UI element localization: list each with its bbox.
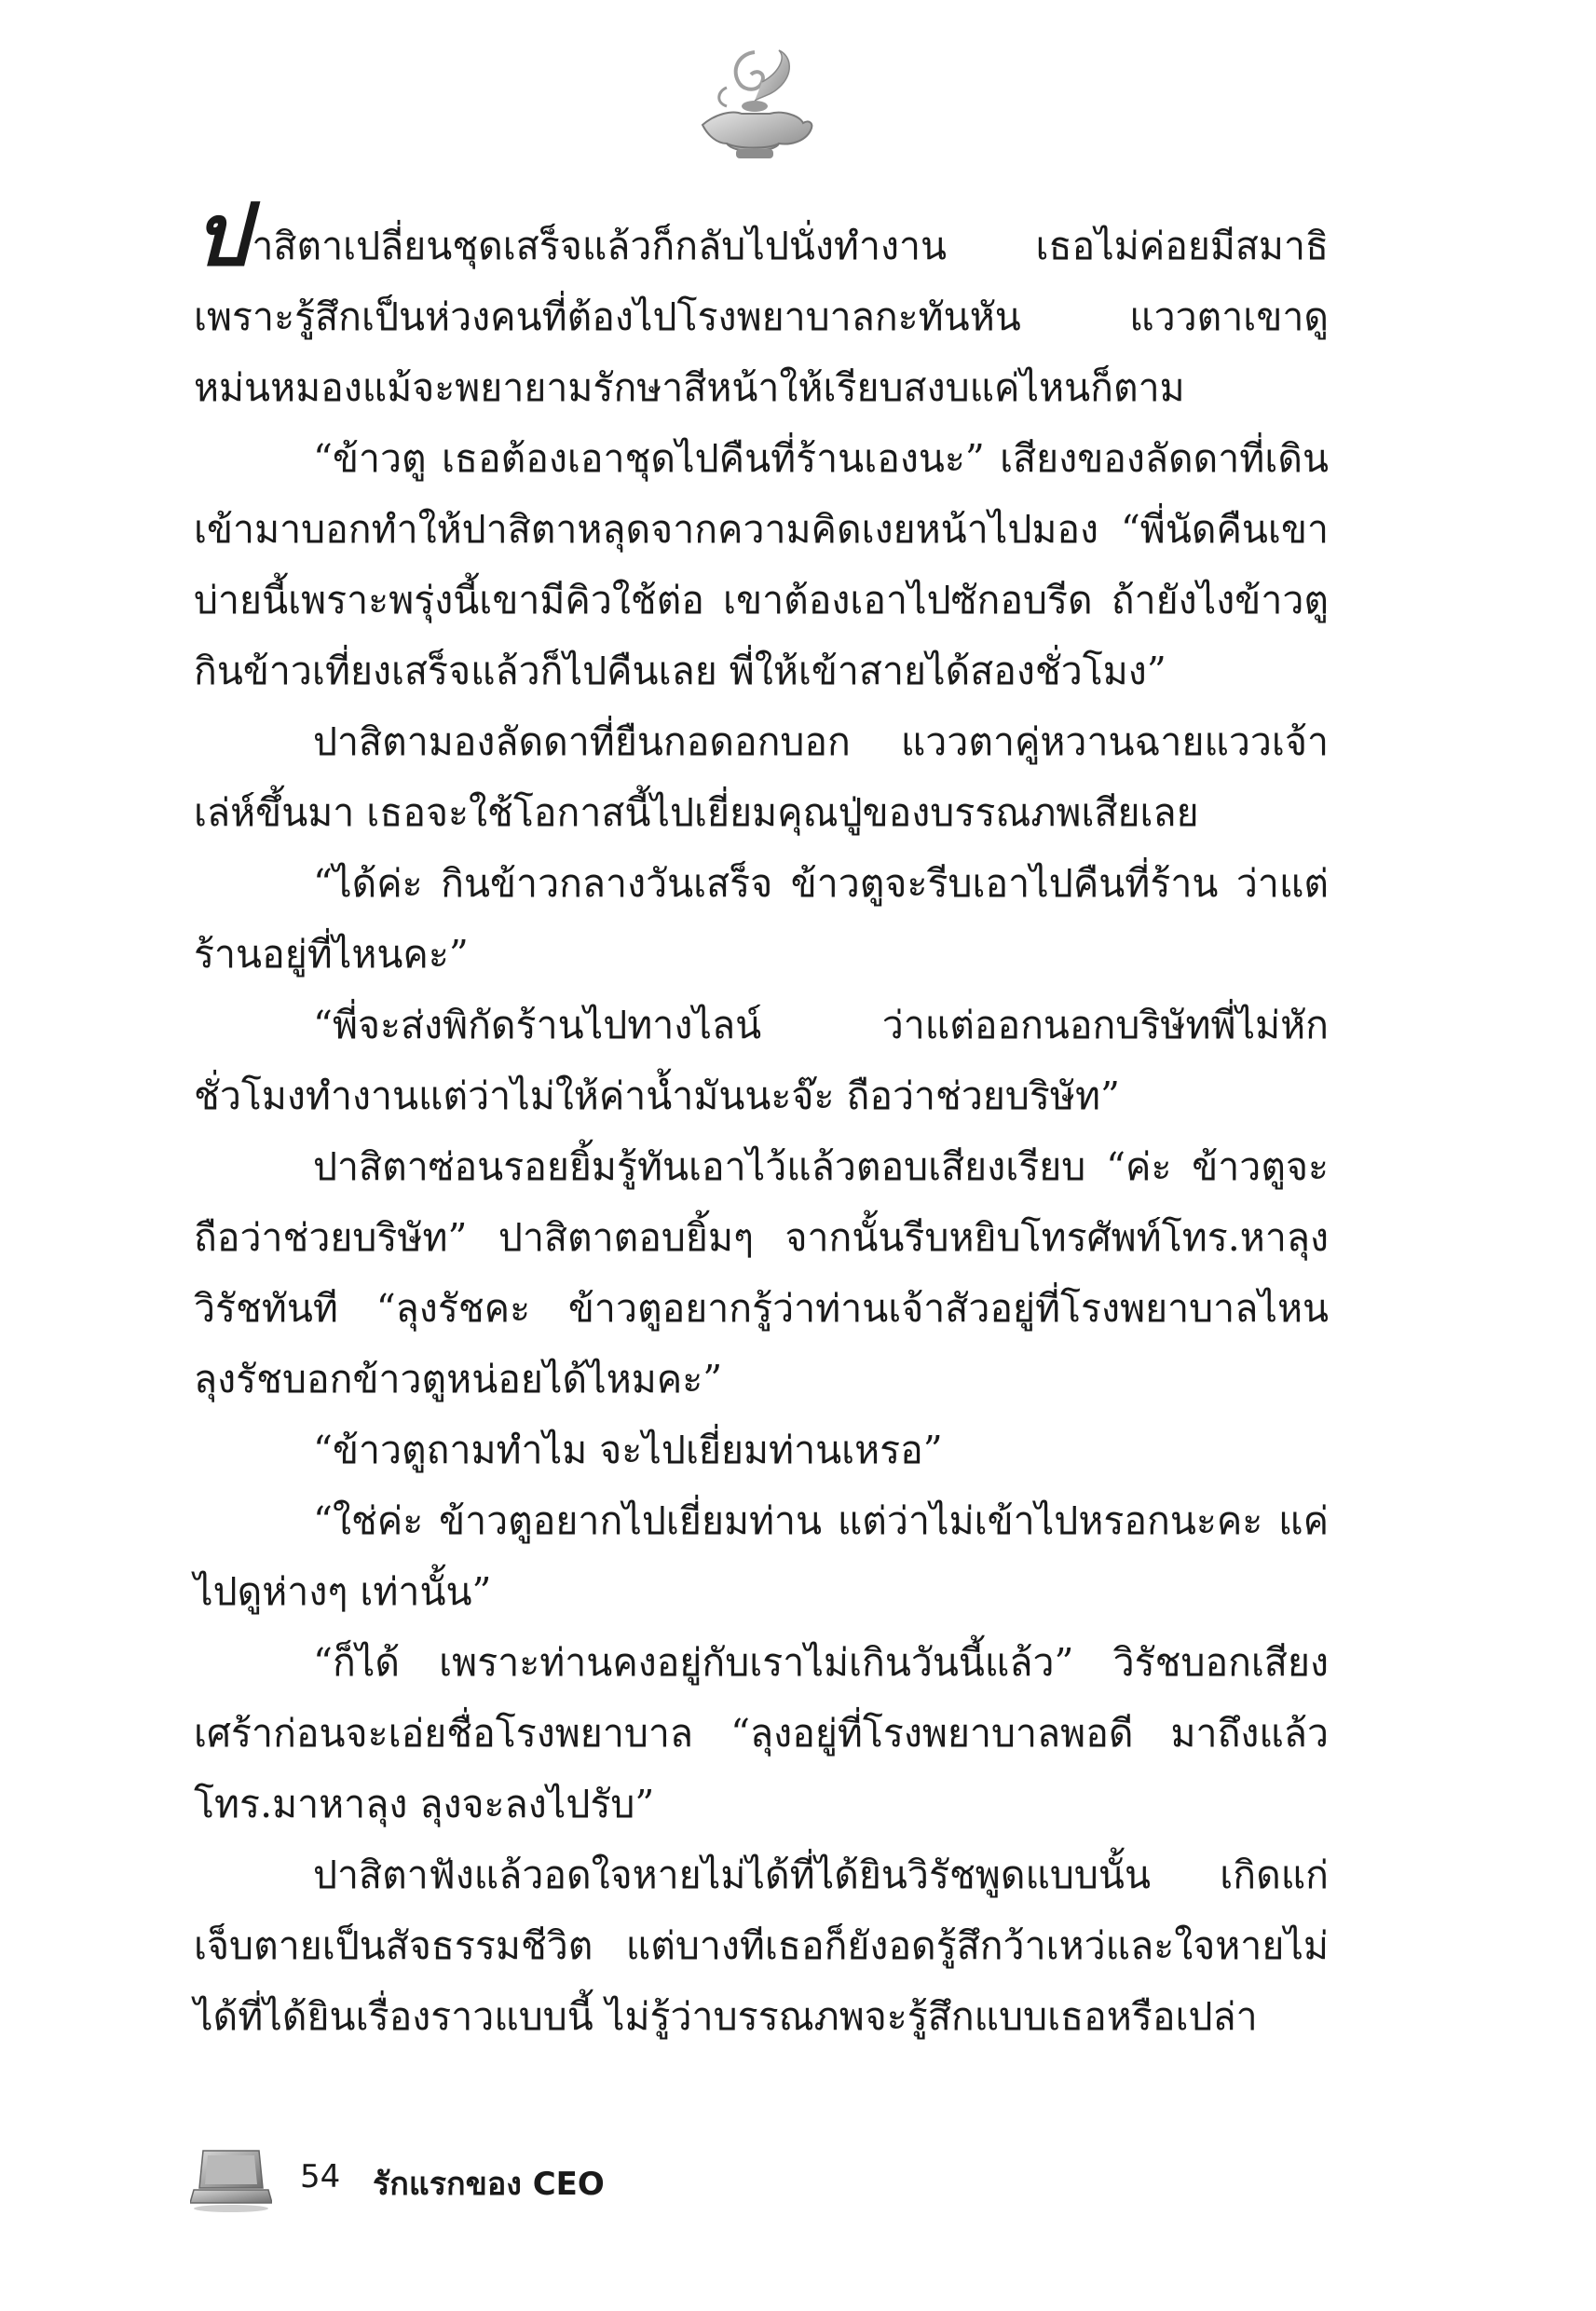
book-title: รักแรกของ CEO xyxy=(373,2166,605,2203)
paragraph: “ได้ค่ะ กินข้าวกลางวันเสร็จ ข้าวตูจะรีบเอาไปคืนที่ร้าน ว่าแต่ร้านอยู่ที่ไหนคะ” xyxy=(194,861,1329,977)
laptop-icon xyxy=(190,2147,272,2212)
paragraph: ปาสิตาซ่อนรอยยิ้มรู้ทันเอาไว้แล้วตอบเสียงเรียบ “ค่ะ ข้าวตูจะถือว่าช่วยบริษัท” ปาสิตาตอบยิ้มๆ จากนั้นรีบหยิบโทรศัพท์โทร.หาลุงวิรัชทันที “ลุงรัชคะ ข้าวตูอยากรู้ว่าท่านเจ้าสัวอยู่ที่โรงพยาบาลไหน ลุงรัชบอกข้าวตูหน่อยได้ไหมคะ” xyxy=(194,1144,1329,1402)
paragraph: “ใช่ค่ะ ข้าวตูอยากไปเยี่ยมท่าน แต่ว่าไม่เข้าไปหรอกนะคะ แค่ไปดูห่างๆ เท่านั้น” xyxy=(194,1498,1329,1614)
paragraph: ปาสิตาฟังแล้วอดใจหายไม่ได้ที่ได้ยินวิรัชพูดแบบนั้น เกิดแก่เจ็บตายเป็นสัจธรรมชีวิต แต่บางทีเธอก็ยังอดรู้สึกว้าเหว่และใจหายไม่ได้ที่ได้ยินเรื่องราวแบบนี้ ไม่รู้ว่าบรรณภพจะรู้สึกแบบเธอหรือเปล่า xyxy=(194,1853,1329,2039)
paragraph: “พี่จะส่งพิกัดร้านไปทางไลน์ ว่าแต่ออกนอกบริษัทพี่ไม่หักชั่วโมงทำงานแต่ว่าไม่ให้ค่าน้ำมันนะจ๊ะ ถือว่าช่วยบริษัท” xyxy=(194,1003,1329,1118)
genie-lamp-icon xyxy=(689,45,820,171)
paragraph xyxy=(194,185,1329,423)
paragraph: “ข้าวตูถามทำไม จะไปเยี่ยมท่านเหรอ” xyxy=(313,1428,943,1472)
paragraph: ปาสิตามองลัดดาที่ยืนกอดอกบอก แววตาคู่หวานฉายแววเจ้าเล่ห์ขึ้นมา เธอจะใช้โอกาสนี้ไปเยี่ยมคุณปู่ของบรรณภพเสียเลย xyxy=(194,719,1329,835)
drop-cap: ป xyxy=(194,185,249,285)
paragraph-text: าสิตาเปลี่ยนชุดเสร็จแล้วก็กลับไปนั่งทำงาน เธอไม่ค่อยมีสมาธิ เพราะรู้สึกเป็นห่วงคนที่ต้องไปโรงพยาบาลกะทันหัน แววตาเขาดูหม่นหมองแม้จะพยายามรักษาสีหน้าให้เรียบสงบแค่ไหนก็ตาม xyxy=(194,224,1329,410)
body-text xyxy=(194,185,1329,2052)
paragraph: “ก็ได้ เพราะท่านคงอยู่กับเราไม่เกินวันนี้แล้ว” วิรัชบอกเสียงเศร้าก่อนจะเอ่ยชื่อโรงพยาบาล “ลุงอยู่ที่โรงพยาบาลพอดี มาถึงแล้วโทร.มาหาลุง ลุงจะลงไปรับ” xyxy=(194,1640,1329,1826)
page-number: 54 xyxy=(300,2158,341,2195)
paragraph: “ข้าวตู เธอต้องเอาชุดไปคืนที่ร้านเองนะ” เสียงของลัดดาที่เดินเข้ามาบอกทำให้ปาสิตาหลุดจากความคิดเงยหน้าไปมอง “พี่นัดคืนเขาบ่ายนี้เพราะพรุ่งนี้เขามีคิวใช้ต่อ เขาต้องเอาไปซักอบรีด ถ้ายังไงข้าวตูกินข้าวเที่ยงเสร็จแล้วก็ไปคืนเลย พี่ให้เข้าสายได้สองชั่วโมง” xyxy=(194,436,1329,693)
page-footer xyxy=(190,2140,749,2223)
